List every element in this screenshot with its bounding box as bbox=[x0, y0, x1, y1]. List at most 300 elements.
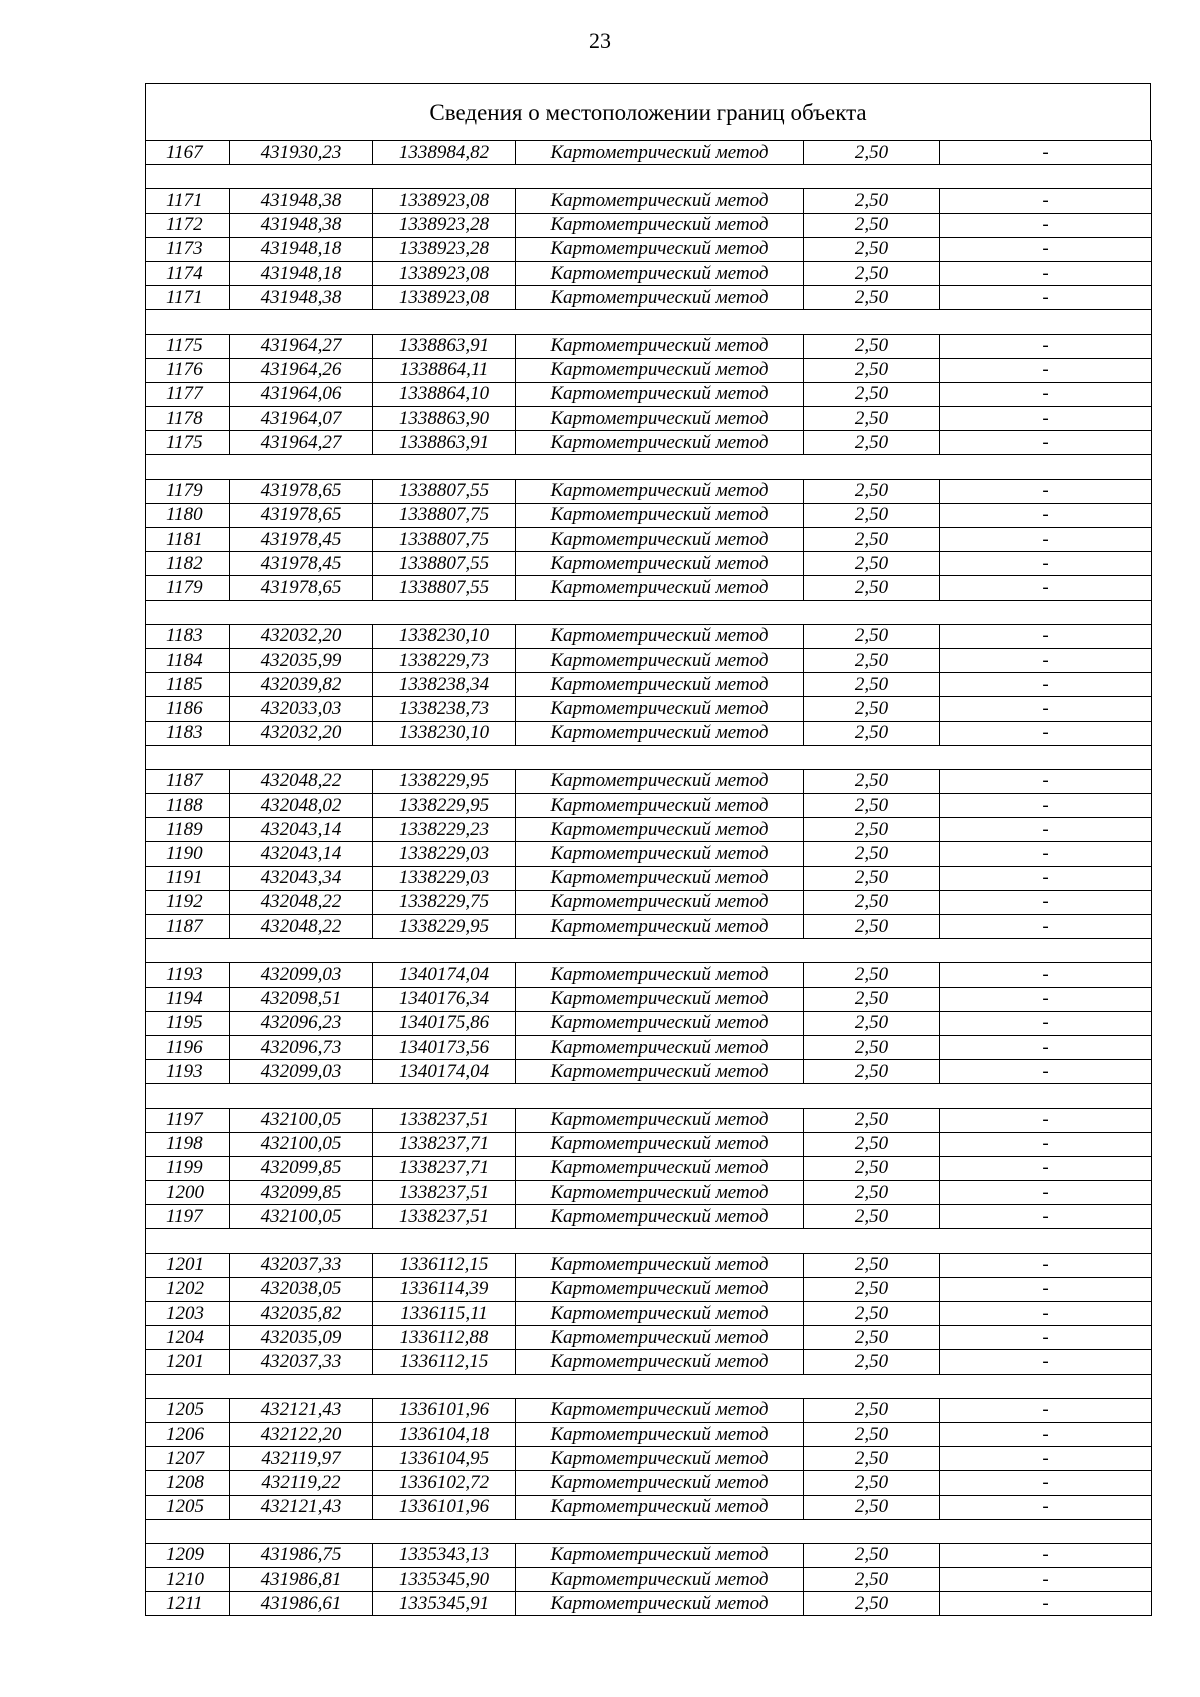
note-cell: - bbox=[940, 528, 1152, 552]
note-cell: - bbox=[940, 721, 1152, 745]
point-number-cell: 1207 bbox=[146, 1447, 230, 1471]
x-coordinate-cell: 432100,05 bbox=[230, 1108, 373, 1132]
y-coordinate-cell: 1338230,10 bbox=[373, 624, 516, 648]
accuracy-cell: 2,50 bbox=[804, 1060, 940, 1084]
y-coordinate-cell: 1340173,56 bbox=[373, 1035, 516, 1059]
accuracy-cell: 2,50 bbox=[804, 189, 940, 213]
method-cell: Картометрический метод bbox=[516, 721, 804, 745]
x-coordinate-cell: 431978,65 bbox=[230, 479, 373, 503]
y-coordinate-cell: 1338229,03 bbox=[373, 866, 516, 890]
note-cell: - bbox=[940, 1181, 1152, 1205]
point-number-cell: 1208 bbox=[146, 1471, 230, 1495]
method-cell: Картометрический метод bbox=[516, 866, 804, 890]
accuracy-cell: 2,50 bbox=[804, 237, 940, 261]
point-number-cell: 1211 bbox=[146, 1592, 230, 1616]
accuracy-cell: 2,50 bbox=[804, 1568, 940, 1592]
table-row bbox=[146, 1108, 1152, 1132]
separator-row bbox=[146, 1374, 1152, 1398]
accuracy-cell: 2,50 bbox=[804, 1132, 940, 1156]
table-row bbox=[146, 1543, 1152, 1567]
y-coordinate-cell: 1338237,51 bbox=[373, 1181, 516, 1205]
accuracy-cell: 2,50 bbox=[804, 141, 940, 165]
table-row bbox=[146, 1495, 1152, 1519]
point-number-cell: 1175 bbox=[146, 431, 230, 455]
note-cell: - bbox=[940, 1592, 1152, 1616]
x-coordinate-cell: 431930,23 bbox=[230, 141, 373, 165]
y-coordinate-cell: 1338237,71 bbox=[373, 1156, 516, 1180]
y-coordinate-cell: 1340176,34 bbox=[373, 987, 516, 1011]
point-number-cell: 1177 bbox=[146, 382, 230, 406]
separator-cell bbox=[146, 1374, 1152, 1398]
point-number-cell: 1210 bbox=[146, 1568, 230, 1592]
x-coordinate-cell: 431986,61 bbox=[230, 1592, 373, 1616]
y-coordinate-cell: 1336112,15 bbox=[373, 1253, 516, 1277]
y-coordinate-cell: 1336104,18 bbox=[373, 1422, 516, 1446]
method-cell: Картометрический метод bbox=[516, 648, 804, 672]
page-number: 23 bbox=[589, 28, 611, 53]
separator-row bbox=[146, 455, 1152, 479]
table-row bbox=[146, 818, 1152, 842]
note-cell: - bbox=[940, 697, 1152, 721]
table-row bbox=[146, 237, 1152, 261]
table-row bbox=[146, 721, 1152, 745]
accuracy-cell: 2,50 bbox=[804, 1011, 940, 1035]
note-cell: - bbox=[940, 334, 1152, 358]
point-number-cell: 1175 bbox=[146, 334, 230, 358]
y-coordinate-cell: 1338923,28 bbox=[373, 237, 516, 261]
method-cell: Картометрический метод bbox=[516, 1253, 804, 1277]
method-cell: Картометрический метод bbox=[516, 528, 804, 552]
point-number-cell: 1180 bbox=[146, 503, 230, 527]
x-coordinate-cell: 432099,03 bbox=[230, 1060, 373, 1084]
accuracy-cell: 2,50 bbox=[804, 866, 940, 890]
x-coordinate-cell: 431964,06 bbox=[230, 382, 373, 406]
accuracy-cell: 2,50 bbox=[804, 1422, 940, 1446]
method-cell: Картометрический метод bbox=[516, 503, 804, 527]
table-row bbox=[146, 1181, 1152, 1205]
x-coordinate-cell: 432035,82 bbox=[230, 1302, 373, 1326]
y-coordinate-cell: 1338237,51 bbox=[373, 1205, 516, 1229]
method-cell: Картометрический метод bbox=[516, 1060, 804, 1084]
table-row bbox=[146, 382, 1152, 406]
note-cell: - bbox=[940, 1060, 1152, 1084]
method-cell: Картометрический метод bbox=[516, 479, 804, 503]
separator-row bbox=[146, 1229, 1152, 1253]
separator-cell bbox=[146, 745, 1152, 769]
table-row bbox=[146, 1568, 1152, 1592]
method-cell: Картометрический метод bbox=[516, 358, 804, 382]
x-coordinate-cell: 432099,03 bbox=[230, 963, 373, 987]
table-row bbox=[146, 213, 1152, 237]
point-number-cell: 1206 bbox=[146, 1422, 230, 1446]
method-cell: Картометрический метод bbox=[516, 261, 804, 285]
y-coordinate-cell: 1338238,34 bbox=[373, 673, 516, 697]
y-coordinate-cell: 1335345,91 bbox=[373, 1592, 516, 1616]
method-cell: Картометрический метод bbox=[516, 1350, 804, 1374]
point-number-cell: 1190 bbox=[146, 842, 230, 866]
point-number-cell: 1172 bbox=[146, 213, 230, 237]
table-row bbox=[146, 1253, 1152, 1277]
method-cell: Картометрический метод bbox=[516, 842, 804, 866]
method-cell: Картометрический метод bbox=[516, 552, 804, 576]
point-number-cell: 1184 bbox=[146, 648, 230, 672]
point-number-cell: 1192 bbox=[146, 890, 230, 914]
table-row bbox=[146, 890, 1152, 914]
accuracy-cell: 2,50 bbox=[804, 697, 940, 721]
accuracy-cell: 2,50 bbox=[804, 1277, 940, 1301]
method-cell: Картометрический метод bbox=[516, 286, 804, 310]
accuracy-cell: 2,50 bbox=[804, 1447, 940, 1471]
note-cell: - bbox=[940, 842, 1152, 866]
table-row bbox=[146, 769, 1152, 793]
y-coordinate-cell: 1336114,39 bbox=[373, 1277, 516, 1301]
accuracy-cell: 2,50 bbox=[804, 769, 940, 793]
note-cell: - bbox=[940, 189, 1152, 213]
accuracy-cell: 2,50 bbox=[804, 915, 940, 939]
x-coordinate-cell: 432048,22 bbox=[230, 915, 373, 939]
y-coordinate-cell: 1338229,95 bbox=[373, 769, 516, 793]
method-cell: Картометрический метод bbox=[516, 794, 804, 818]
y-coordinate-cell: 1338229,95 bbox=[373, 915, 516, 939]
x-coordinate-cell: 431978,65 bbox=[230, 503, 373, 527]
point-number-cell: 1183 bbox=[146, 624, 230, 648]
separator-row bbox=[146, 1084, 1152, 1108]
table-row bbox=[146, 648, 1152, 672]
note-cell: - bbox=[940, 1156, 1152, 1180]
table-row bbox=[146, 794, 1152, 818]
y-coordinate-cell: 1338923,08 bbox=[373, 286, 516, 310]
table-row bbox=[146, 963, 1152, 987]
method-cell: Картометрический метод bbox=[516, 818, 804, 842]
note-cell: - bbox=[940, 963, 1152, 987]
separator-cell bbox=[146, 165, 1152, 189]
accuracy-cell: 2,50 bbox=[804, 1471, 940, 1495]
method-cell: Картометрический метод bbox=[516, 1181, 804, 1205]
x-coordinate-cell: 432121,43 bbox=[230, 1495, 373, 1519]
method-cell: Картометрический метод bbox=[516, 189, 804, 213]
x-coordinate-cell: 432100,05 bbox=[230, 1132, 373, 1156]
table-row bbox=[146, 1277, 1152, 1301]
table-row bbox=[146, 866, 1152, 890]
note-cell: - bbox=[940, 769, 1152, 793]
accuracy-cell: 2,50 bbox=[804, 648, 940, 672]
point-number-cell: 1179 bbox=[146, 479, 230, 503]
point-number-cell: 1179 bbox=[146, 576, 230, 600]
accuracy-cell: 2,50 bbox=[804, 261, 940, 285]
separator-cell bbox=[146, 310, 1152, 334]
x-coordinate-cell: 431948,38 bbox=[230, 213, 373, 237]
accuracy-cell: 2,50 bbox=[804, 721, 940, 745]
x-coordinate-cell: 432035,99 bbox=[230, 648, 373, 672]
x-coordinate-cell: 432032,20 bbox=[230, 624, 373, 648]
boundary-table bbox=[145, 83, 1151, 1616]
y-coordinate-cell: 1336101,96 bbox=[373, 1495, 516, 1519]
point-number-cell: 1196 bbox=[146, 1035, 230, 1059]
method-cell: Картометрический метод bbox=[516, 1447, 804, 1471]
point-number-cell: 1205 bbox=[146, 1495, 230, 1519]
point-number-cell: 1193 bbox=[146, 963, 230, 987]
method-cell: Картометрический метод bbox=[516, 1302, 804, 1326]
separator-cell bbox=[146, 1229, 1152, 1253]
y-coordinate-cell: 1338229,23 bbox=[373, 818, 516, 842]
y-coordinate-cell: 1338807,55 bbox=[373, 552, 516, 576]
separator-row bbox=[146, 600, 1152, 624]
y-coordinate-cell: 1336101,96 bbox=[373, 1398, 516, 1422]
point-number-cell: 1171 bbox=[146, 286, 230, 310]
table-row bbox=[146, 1592, 1152, 1616]
point-number-cell: 1187 bbox=[146, 769, 230, 793]
table-row bbox=[146, 576, 1152, 600]
note-cell: - bbox=[940, 1568, 1152, 1592]
y-coordinate-cell: 1338229,73 bbox=[373, 648, 516, 672]
x-coordinate-cell: 431978,65 bbox=[230, 576, 373, 600]
note-cell: - bbox=[940, 382, 1152, 406]
note-cell: - bbox=[940, 261, 1152, 285]
point-number-cell: 1173 bbox=[146, 237, 230, 261]
accuracy-cell: 2,50 bbox=[804, 1108, 940, 1132]
accuracy-cell: 2,50 bbox=[804, 503, 940, 527]
method-cell: Картометрический метод bbox=[516, 624, 804, 648]
accuracy-cell: 2,50 bbox=[804, 479, 940, 503]
table-row bbox=[146, 141, 1152, 165]
note-cell: - bbox=[940, 503, 1152, 527]
y-coordinate-cell: 1338863,90 bbox=[373, 407, 516, 431]
point-number-cell: 1194 bbox=[146, 987, 230, 1011]
accuracy-cell: 2,50 bbox=[804, 1495, 940, 1519]
x-coordinate-cell: 431948,18 bbox=[230, 237, 373, 261]
method-cell: Картометрический метод bbox=[516, 1205, 804, 1229]
accuracy-cell: 2,50 bbox=[804, 1253, 940, 1277]
separator-row bbox=[146, 1519, 1152, 1543]
table-row bbox=[146, 1326, 1152, 1350]
x-coordinate-cell: 432121,43 bbox=[230, 1398, 373, 1422]
point-number-cell: 1200 bbox=[146, 1181, 230, 1205]
method-cell: Картометрический метод bbox=[516, 1035, 804, 1059]
method-cell: Картометрический метод bbox=[516, 890, 804, 914]
x-coordinate-cell: 432038,05 bbox=[230, 1277, 373, 1301]
note-cell: - bbox=[940, 358, 1152, 382]
point-number-cell: 1191 bbox=[146, 866, 230, 890]
note-cell: - bbox=[940, 1398, 1152, 1422]
y-coordinate-cell: 1338923,08 bbox=[373, 189, 516, 213]
accuracy-cell: 2,50 bbox=[804, 1035, 940, 1059]
x-coordinate-cell: 432100,05 bbox=[230, 1205, 373, 1229]
separator-cell bbox=[146, 1084, 1152, 1108]
note-cell: - bbox=[940, 237, 1152, 261]
point-number-cell: 1174 bbox=[146, 261, 230, 285]
table-row bbox=[146, 503, 1152, 527]
note-cell: - bbox=[940, 213, 1152, 237]
method-cell: Картометрический метод bbox=[516, 407, 804, 431]
point-number-cell: 1183 bbox=[146, 721, 230, 745]
table-row bbox=[146, 1471, 1152, 1495]
y-coordinate-cell: 1338229,75 bbox=[373, 890, 516, 914]
point-number-cell: 1186 bbox=[146, 697, 230, 721]
point-number-cell: 1203 bbox=[146, 1302, 230, 1326]
point-number-cell: 1198 bbox=[146, 1132, 230, 1156]
y-coordinate-cell: 1338864,11 bbox=[373, 358, 516, 382]
x-coordinate-cell: 432119,97 bbox=[230, 1447, 373, 1471]
note-cell: - bbox=[940, 407, 1152, 431]
method-cell: Картометрический метод bbox=[516, 1398, 804, 1422]
note-cell: - bbox=[940, 1253, 1152, 1277]
method-cell: Картометрический метод bbox=[516, 987, 804, 1011]
table-row bbox=[146, 624, 1152, 648]
accuracy-cell: 2,50 bbox=[804, 407, 940, 431]
table-row bbox=[146, 1398, 1152, 1422]
accuracy-cell: 2,50 bbox=[804, 842, 940, 866]
x-coordinate-cell: 432037,33 bbox=[230, 1350, 373, 1374]
x-coordinate-cell: 432043,14 bbox=[230, 818, 373, 842]
note-cell: - bbox=[940, 1132, 1152, 1156]
note-cell: - bbox=[940, 1205, 1152, 1229]
table-row bbox=[146, 697, 1152, 721]
y-coordinate-cell: 1335345,90 bbox=[373, 1568, 516, 1592]
accuracy-cell: 2,50 bbox=[804, 673, 940, 697]
note-cell: - bbox=[940, 1471, 1152, 1495]
point-number-cell: 1189 bbox=[146, 818, 230, 842]
y-coordinate-cell: 1338229,03 bbox=[373, 842, 516, 866]
table-row bbox=[146, 987, 1152, 1011]
note-cell: - bbox=[940, 1326, 1152, 1350]
point-number-cell: 1181 bbox=[146, 528, 230, 552]
x-coordinate-cell: 432122,20 bbox=[230, 1422, 373, 1446]
accuracy-cell: 2,50 bbox=[804, 1156, 940, 1180]
table-row bbox=[146, 915, 1152, 939]
note-cell: - bbox=[940, 576, 1152, 600]
x-coordinate-cell: 431964,26 bbox=[230, 358, 373, 382]
x-coordinate-cell: 432099,85 bbox=[230, 1181, 373, 1205]
separator-row bbox=[146, 939, 1152, 963]
x-coordinate-cell: 432099,85 bbox=[230, 1156, 373, 1180]
note-cell: - bbox=[940, 1495, 1152, 1519]
note-cell: - bbox=[940, 1350, 1152, 1374]
table-row bbox=[146, 334, 1152, 358]
point-number-cell: 1182 bbox=[146, 552, 230, 576]
method-cell: Картометрический метод bbox=[516, 769, 804, 793]
note-cell: - bbox=[940, 673, 1152, 697]
method-cell: Картометрический метод bbox=[516, 431, 804, 455]
y-coordinate-cell: 1340174,04 bbox=[373, 1060, 516, 1084]
x-coordinate-cell: 431978,45 bbox=[230, 552, 373, 576]
accuracy-cell: 2,50 bbox=[804, 794, 940, 818]
accuracy-cell: 2,50 bbox=[804, 1205, 940, 1229]
y-coordinate-cell: 1336112,88 bbox=[373, 1326, 516, 1350]
separator-row bbox=[146, 310, 1152, 334]
point-number-cell: 1209 bbox=[146, 1543, 230, 1567]
note-cell: - bbox=[940, 1035, 1152, 1059]
y-coordinate-cell: 1338864,10 bbox=[373, 382, 516, 406]
y-coordinate-cell: 1338984,82 bbox=[373, 141, 516, 165]
y-coordinate-cell: 1338923,28 bbox=[373, 213, 516, 237]
note-cell: - bbox=[940, 141, 1152, 165]
x-coordinate-cell: 432096,23 bbox=[230, 1011, 373, 1035]
accuracy-cell: 2,50 bbox=[804, 1398, 940, 1422]
x-coordinate-cell: 432033,03 bbox=[230, 697, 373, 721]
note-cell: - bbox=[940, 624, 1152, 648]
accuracy-cell: 2,50 bbox=[804, 552, 940, 576]
table-row bbox=[146, 431, 1152, 455]
table-row bbox=[146, 1422, 1152, 1446]
y-coordinate-cell: 1338807,55 bbox=[373, 576, 516, 600]
point-number-cell: 1176 bbox=[146, 358, 230, 382]
accuracy-cell: 2,50 bbox=[804, 624, 940, 648]
table-row bbox=[146, 407, 1152, 431]
y-coordinate-cell: 1340174,04 bbox=[373, 963, 516, 987]
table-row bbox=[146, 842, 1152, 866]
x-coordinate-cell: 432039,82 bbox=[230, 673, 373, 697]
note-cell: - bbox=[940, 794, 1152, 818]
method-cell: Картометрический метод bbox=[516, 1277, 804, 1301]
accuracy-cell: 2,50 bbox=[804, 1592, 940, 1616]
y-coordinate-cell: 1338807,55 bbox=[373, 479, 516, 503]
table-row bbox=[146, 1205, 1152, 1229]
note-cell: - bbox=[940, 890, 1152, 914]
accuracy-cell: 2,50 bbox=[804, 358, 940, 382]
point-number-cell: 1178 bbox=[146, 407, 230, 431]
point-number-cell: 1202 bbox=[146, 1277, 230, 1301]
table-row bbox=[146, 1132, 1152, 1156]
y-coordinate-cell: 1338237,51 bbox=[373, 1108, 516, 1132]
x-coordinate-cell: 432098,51 bbox=[230, 987, 373, 1011]
note-cell: - bbox=[940, 987, 1152, 1011]
y-coordinate-cell: 1338863,91 bbox=[373, 334, 516, 358]
method-cell: Картометрический метод bbox=[516, 1156, 804, 1180]
y-coordinate-cell: 1336112,15 bbox=[373, 1350, 516, 1374]
y-coordinate-cell: 1338229,95 bbox=[373, 794, 516, 818]
separator-row bbox=[146, 745, 1152, 769]
note-cell: - bbox=[940, 552, 1152, 576]
method-cell: Картометрический метод bbox=[516, 697, 804, 721]
note-cell: - bbox=[940, 1447, 1152, 1471]
point-number-cell: 1197 bbox=[146, 1108, 230, 1132]
accuracy-cell: 2,50 bbox=[804, 963, 940, 987]
accuracy-cell: 2,50 bbox=[804, 890, 940, 914]
method-cell: Картометрический метод bbox=[516, 673, 804, 697]
note-cell: - bbox=[940, 1422, 1152, 1446]
separator-row bbox=[146, 165, 1152, 189]
table-row bbox=[146, 358, 1152, 382]
y-coordinate-cell: 1338807,75 bbox=[373, 528, 516, 552]
table-row bbox=[146, 1011, 1152, 1035]
y-coordinate-cell: 1338923,08 bbox=[373, 261, 516, 285]
method-cell: Картометрический метод bbox=[516, 1108, 804, 1132]
method-cell: Картометрический метод bbox=[516, 213, 804, 237]
table-title: Сведения о местоположении границ объекта bbox=[145, 83, 1151, 140]
x-coordinate-cell: 432043,34 bbox=[230, 866, 373, 890]
table-row bbox=[146, 1156, 1152, 1180]
point-number-cell: 1201 bbox=[146, 1350, 230, 1374]
method-cell: Картометрический метод bbox=[516, 1495, 804, 1519]
method-cell: Картометрический метод bbox=[516, 1011, 804, 1035]
accuracy-cell: 2,50 bbox=[804, 334, 940, 358]
accuracy-cell: 2,50 bbox=[804, 1302, 940, 1326]
y-coordinate-cell: 1338863,91 bbox=[373, 431, 516, 455]
method-cell: Картометрический метод bbox=[516, 576, 804, 600]
note-cell: - bbox=[940, 431, 1152, 455]
method-cell: Картометрический метод bbox=[516, 1592, 804, 1616]
method-cell: Картометрический метод bbox=[516, 237, 804, 261]
accuracy-cell: 2,50 bbox=[804, 382, 940, 406]
coordinates-table bbox=[145, 140, 1152, 1616]
point-number-cell: 1167 bbox=[146, 141, 230, 165]
accuracy-cell: 2,50 bbox=[804, 213, 940, 237]
accuracy-cell: 2,50 bbox=[804, 1350, 940, 1374]
method-cell: Картометрический метод bbox=[516, 334, 804, 358]
y-coordinate-cell: 1336104,95 bbox=[373, 1447, 516, 1471]
table-row bbox=[146, 528, 1152, 552]
y-coordinate-cell: 1336102,72 bbox=[373, 1471, 516, 1495]
